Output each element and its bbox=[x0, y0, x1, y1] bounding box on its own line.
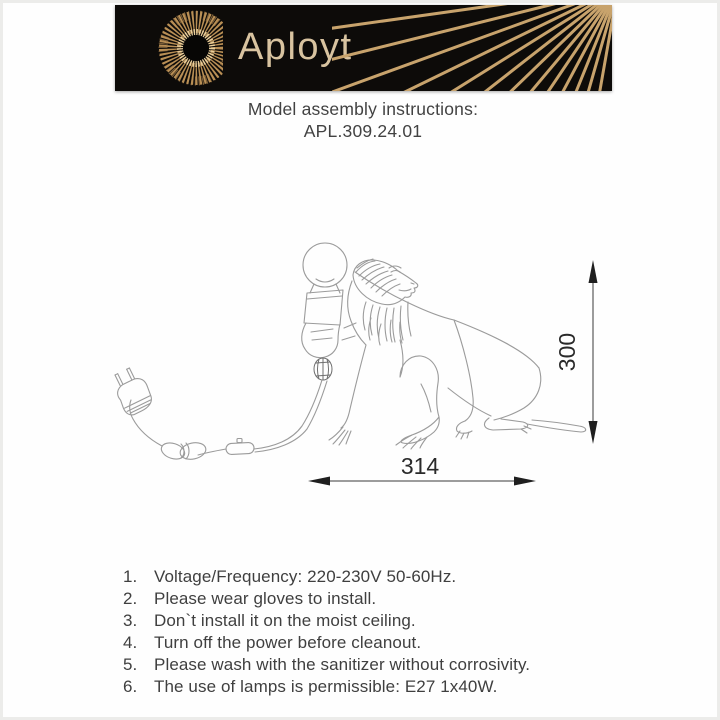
monkey-figure bbox=[329, 259, 586, 449]
brand-logotype: Aployt bbox=[238, 26, 353, 68]
list-item bbox=[123, 632, 623, 654]
model-number: APL.309.24.01 bbox=[303, 120, 423, 141]
lamp-socket bbox=[302, 290, 343, 358]
item-text: Turn off the power before cleanout. bbox=[154, 633, 422, 652]
list-item bbox=[123, 610, 623, 632]
bulb bbox=[303, 243, 347, 293]
item-text: Please wash with the sanitizer without corrosivity. bbox=[154, 655, 531, 674]
list-item bbox=[123, 588, 623, 610]
list-item bbox=[123, 566, 623, 588]
item-text: Please wear gloves to install. bbox=[154, 589, 377, 608]
item-number: 6. bbox=[123, 677, 138, 696]
height-dimension bbox=[554, 260, 598, 444]
title-block bbox=[3, 99, 720, 142]
item-number: 2. bbox=[123, 589, 138, 608]
item-number: 3. bbox=[123, 611, 138, 630]
header-banner bbox=[115, 5, 612, 91]
cord-knob bbox=[314, 358, 332, 380]
item-text: Don`t install it on the moist ceiling. bbox=[154, 611, 416, 630]
item-text: The use of lamps is permissible: E27 1x40W. bbox=[154, 677, 498, 696]
height-dimension-label: 300 bbox=[554, 332, 580, 372]
power-cord bbox=[130, 380, 327, 455]
inline-switch bbox=[226, 439, 255, 455]
page-title: Model assembly instructions: bbox=[247, 99, 479, 119]
item-number: 5. bbox=[123, 655, 138, 674]
item-number: 4. bbox=[123, 633, 138, 652]
instruction-list bbox=[123, 566, 623, 698]
monkey-lamp-drawing bbox=[103, 228, 643, 518]
starburst-logo-icon bbox=[133, 5, 223, 91]
rays-icon bbox=[332, 5, 612, 91]
list-item bbox=[123, 654, 623, 676]
list-item bbox=[123, 676, 623, 698]
item-number: 1. bbox=[123, 567, 138, 586]
item-text: Voltage/Frequency: 220-230V 50-60Hz. bbox=[154, 567, 457, 586]
width-dimension-label: 314 bbox=[400, 453, 440, 479]
power-plug bbox=[109, 364, 156, 417]
width-dimension bbox=[308, 453, 536, 486]
cord-knot bbox=[159, 440, 207, 462]
